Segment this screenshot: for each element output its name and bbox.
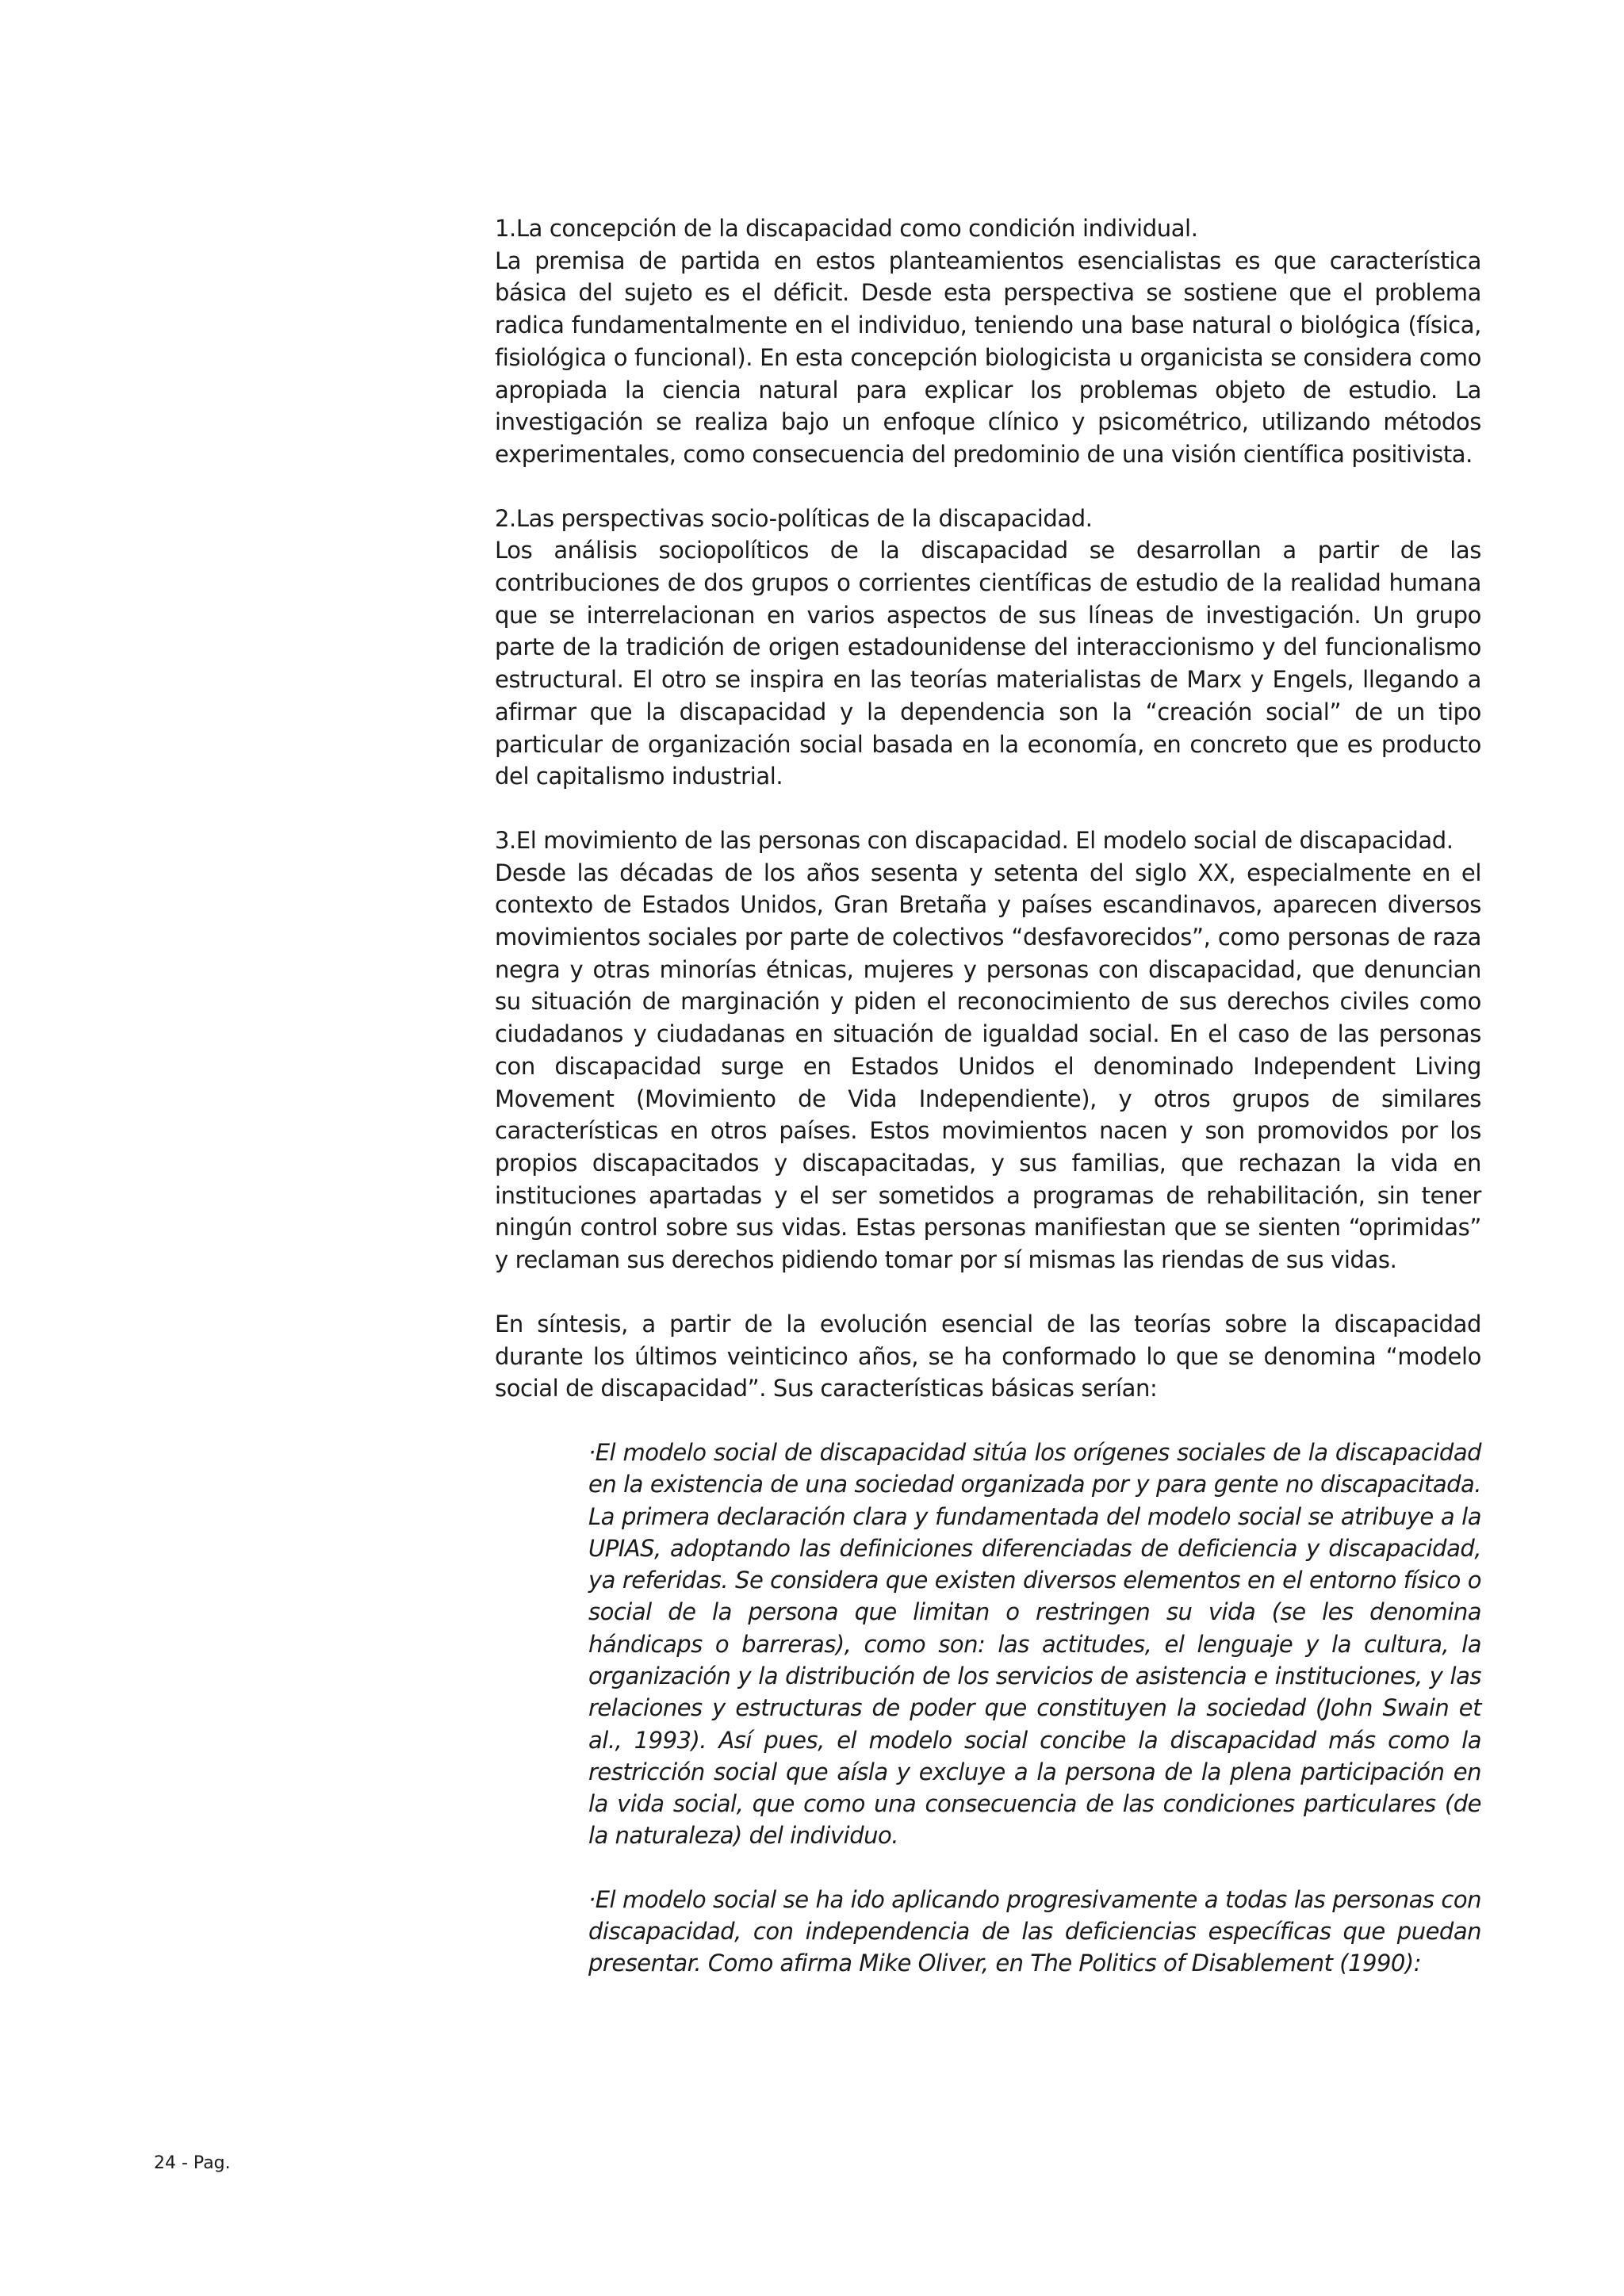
summary-paragraph: En síntesis, a partir de la evolución esencial de las teorías sobre la discapacidad durante los últimos veinticinco años, se ha conformado lo que se denomina “modelo social de discapacidad”. Sus características básicas serían: xyxy=(495,1310,1481,1402)
section-heading: 3.El movimiento de las personas con discapacidad. El modelo social de discapacidad. xyxy=(495,826,1454,854)
section-disability-movement xyxy=(495,825,1481,1276)
quote-paragraph: ·El modelo social se ha ido aplicando progresivamente a todas las personas con discapacidad, con independencia de las deficiencias específicas que puedan presentar. Como afirma Mike Oliver, en The Politics of Disablement (1990): xyxy=(588,1885,1481,1977)
section-body: Desde las décadas de los años sesenta y setenta del siglo XX, especialmente en el contexto de Estados Unidos, Gran Bretaña y países escandinavos, aparecen diversos movimientos sociales por parte de colectivos “desfavorecidos”, como personas de raza negra y otras minorías étnicas, mujeres y personas con discapacidad, que denuncian su situación de marginación y piden el reconocimiento de sus derechos civiles como ciudadanos y ciudadanas en situación de igualdad social. En el caso de las personas con discapacidad surge en Estados Unidos el denominado Independent Living Movement (Movimiento de Vida Independiente), y otros grupos de similares características en otros países. Estos movimientos nacen y son promovidos por los propios discapacitados y discapacitadas, y sus familias, que rechazan la vida en instituciones apartadas y el ser sometidos a programas de rehabilitación, sin tener ningún control sobre sus vidas. Estas personas manifiestan que se sienten “oprimidas” y reclaman sus derechos pidiendo tomar por sí mismas las riendas de sus vidas. xyxy=(495,859,1481,1274)
section-summary xyxy=(495,1308,1481,1405)
quote-paragraph: ·El modelo social de discapacidad sitúa los orígenes sociales de la discapacidad en la existencia de una sociedad organizada por y para gente no discapacitada. La primera declaración clara y fundamentada del modelo social se atribuye a la UPIAS, adoptando las definiciones diferenciadas de deficiencia y discapacidad, ya referidas. Se considera que existen diversos elementos en el entorno físico o social de la persona que limitan o restringen su vida (se les denomina hándicaps o barreras), como son: las actitudes, el lenguaje y la cultura, la organización y la distribución de los servicios de asistencia e instituciones, y las relaciones y estructuras de poder que constituyen la sociedad (John Swain et al., 1993). Así pues, el modelo social concibe la discapacidad más como la restricción social que aísla y excluye a la persona de la plena participación en la vida social, que como una consecuencia de las condiciones particulares (de la naturaleza) del individuo. xyxy=(588,1438,1481,1850)
main-text-column xyxy=(495,212,1481,2011)
section-body: La premisa de partida en estos planteamientos esencialistas es que característica básica del sujeto es el déficit. Desde esta perspectiva se sostiene que el problema radica fundamentalmente en el individuo, teniendo una base natural o biológica (física, fisiológica o funcional). En esta concepción biologicista u organicista se considera como apropiada la ciencia natural para explicar los problemas objeto de estudio. La investigación se realiza bajo un enfoque clínico y psicométrico, utilizando métodos experimentales, como consecuencia del predominio de una visión científica positivista. xyxy=(495,247,1481,468)
section-body: Los análisis sociopolíticos de la discapacidad se desarrollan a partir de las contribuciones de dos grupos o corrientes científicas de estudio de la realidad humana que se interrelacionan en varios aspectos de sus líneas de investigación. Un grupo parte de la tradición de origen estadounidense del interaccionismo y del funcionalismo estructural. El otro se inspira en las teorías materialistas de Marx y Engels, llegando a afirmar que la discapacidad y la dependencia son la “creación social” de un tipo particular de organización social basada en la economía, en concreto que es producto del capitalismo industrial. xyxy=(495,537,1481,790)
page-number: 24 - Pag. xyxy=(154,2153,231,2173)
section-heading: 1.La concepción de la discapacidad como condición individual. xyxy=(495,215,1198,242)
quote-block xyxy=(588,1437,1481,1980)
section-socio-political xyxy=(495,503,1481,793)
section-heading: 2.Las perspectivas socio-políticas de la discapacidad. xyxy=(495,504,1093,532)
section-individual-condition xyxy=(495,212,1481,471)
